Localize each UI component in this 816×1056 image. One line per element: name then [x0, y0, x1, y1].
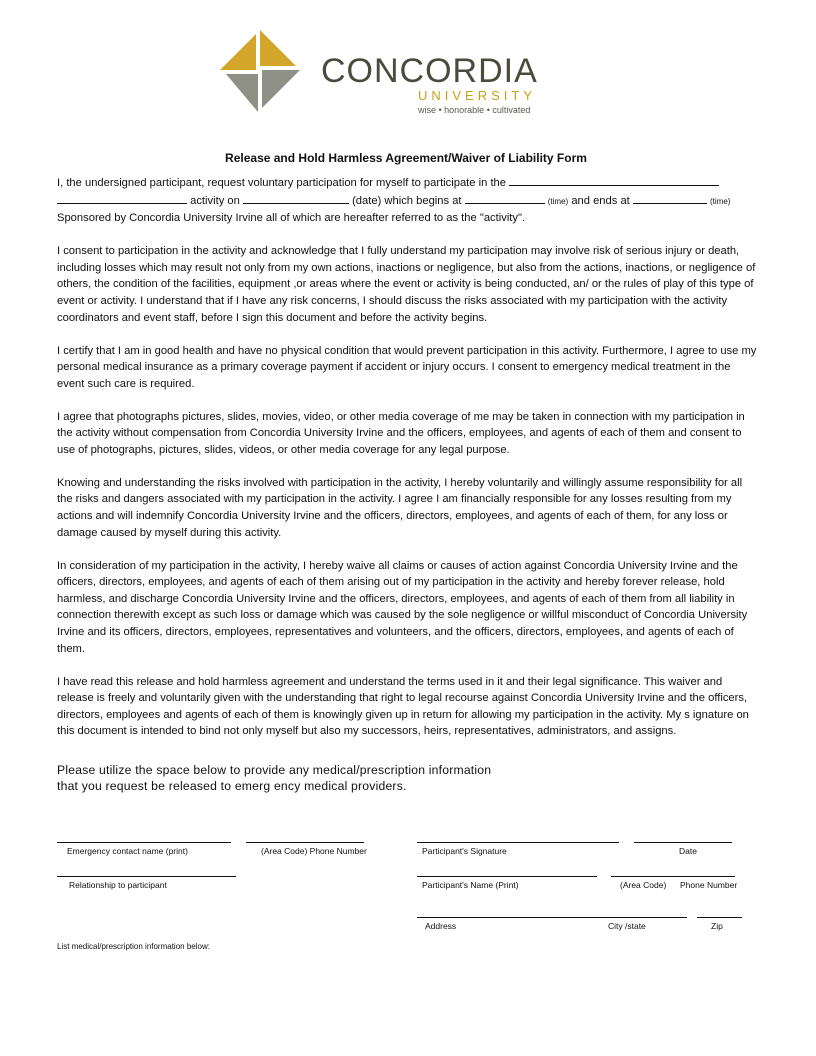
form-body	[57, 174, 757, 756]
emergency-phone-line[interactable]	[246, 842, 364, 843]
emergency-contact-line[interactable]	[57, 842, 231, 843]
relationship-label: Relationship to participant	[69, 880, 167, 890]
participant-signature-label: Participant's Signature	[422, 846, 507, 856]
begin-time-field[interactable]	[465, 192, 545, 204]
address-label: Address	[425, 921, 457, 931]
intro-activity-on: activity on	[190, 194, 240, 207]
end-time-field[interactable]	[633, 192, 707, 204]
city-state-label: City /state	[608, 921, 646, 931]
participant-name-line[interactable]	[417, 876, 597, 877]
logo-name: CONCORDIA	[321, 52, 538, 90]
participant-signature-line[interactable]	[417, 842, 619, 843]
intro-paragraph	[57, 174, 757, 227]
zip-line[interactable]	[697, 917, 742, 918]
zip-label: Zip	[711, 921, 723, 931]
intro-line-3: Sponsored by Concordia University Irvine all of which are hereafter referred to as the "activity".	[57, 212, 526, 225]
time-label-1: (time)	[547, 196, 569, 206]
relationship-line[interactable]	[57, 876, 236, 877]
logo-sub: UNIVERSITY	[418, 88, 537, 103]
address-line[interactable]	[417, 917, 687, 918]
emergency-phone-label: (Area Code) Phone Number	[261, 846, 367, 856]
activity-name-field-cont[interactable]	[57, 192, 187, 204]
health-paragraph: I certify that I am in good health and have no physical condition that would prevent participation in this activity. Furthermore, I agree to use my personal medical insurance as a primary coverage payment if accident or injury occurs. I consent to emergency medical treatment in the event such care is required.	[57, 344, 757, 390]
media-paragraph: I agree that photographs pictures, slides, movies, video, or other media coverage of me may be taken in connection with my participation in the activity without compensation from Concordia University Irvine and the officers, employees, and agents of each of them and consent to use of photographs, pictures, slides, videos, or other media coverage for any legal purpose.	[57, 410, 745, 456]
intro-line-1: I, the undersigned participant, request voluntary participation for myself to participate in the	[57, 177, 506, 189]
waiver-paragraph: In consideration of my participation in the activity, I hereby waive all claims or causes of action against Concordia University Irvine and the officers, directors, employees, and agents of each of them arising out of my participation in the activity and hereby forever release, hold harmless, and discharge Concordia University Irvine and the officers, directors, employees, and agents of each of them from all liability in connection therewith except as such loss or damage which was caused by the sole negligence or willful misconduct of Concordia University Irvine and its officers, directors, employees, representatives and volunteers, and the officers, directors, employees, and agents of each of them.	[57, 559, 748, 655]
concordia-cross-logo-icon	[220, 30, 302, 112]
medical-line-2: that you request be released to emerg ency medical providers.	[57, 779, 407, 793]
participant-name-label: Participant's Name (Print)	[422, 880, 519, 890]
responsibility-paragraph: Knowing and understanding the risks involved with participation in the activity, I hereby voluntarily and willingly assume responsibility for all the risks and dangers associated with my participation in the activity. I agree I am financially responsible for any losses resulting from my actions and will indemnify Concordia University Irvine and the officers, directors, employees, and agents of each of them, for any loss or damage caused by myself during this activity.	[57, 476, 743, 539]
date-line[interactable]	[634, 842, 732, 843]
concordia-logo	[220, 30, 565, 115]
medical-instructions	[57, 762, 491, 794]
date-label: Date	[679, 846, 697, 856]
risk-paragraph: I consent to participation in the activity and acknowledge that I fully understand my participation may involve risk of serious injury or death, including losses which may result not only from my own actions, inactions or negligence, but also from the actions, inactions, or negligence of others, the condition of the facilities, equipment ,or areas where the event or activity is being conducted, an/ or the rules of play of this type of event or activity. I understand that if I have any risk concerns, I should discuss the risks associated with my participation with the activity coordinators and event staff, before I sign this document and before the activity begins.	[57, 245, 756, 324]
area-code-label: (Area Code)	[620, 880, 667, 890]
acknowledgment-paragraph: I have read this release and hold harmless agreement and understand the terms used in it and their legal significance. This waiver and release is freely and voluntarily given with the understanding that right to legal recourse against Concordia University Irvine and the officers, directors, employees and agents of each of them is knowingly given up in return for allowing my participation in the activity. My s ignature on this document is intended to bind not only myself but also my successors, heirs, representatives, administrators, and assigns.	[57, 675, 749, 738]
logo-tagline: wise • honorable • cultivated	[418, 105, 531, 115]
activity-name-field[interactable]	[509, 174, 719, 186]
date-field[interactable]	[243, 192, 349, 204]
time-label-2: (time)	[710, 196, 731, 206]
emergency-contact-label: Emergency contact name (print)	[67, 846, 188, 856]
intro-ends-at: and ends at	[571, 194, 630, 207]
medical-list-label: List medical/prescription information below:	[57, 942, 210, 951]
form-title: Release and Hold Harmless Agreement/Waiver of Liability Form	[225, 151, 587, 165]
phone-number-label: Phone Number	[680, 880, 738, 890]
medical-line-1: Please utilize the space below to provide any medical/prescription information	[57, 763, 492, 777]
intro-begins-at: (date) which begins at	[352, 194, 462, 207]
participant-phone-line[interactable]	[611, 876, 735, 877]
